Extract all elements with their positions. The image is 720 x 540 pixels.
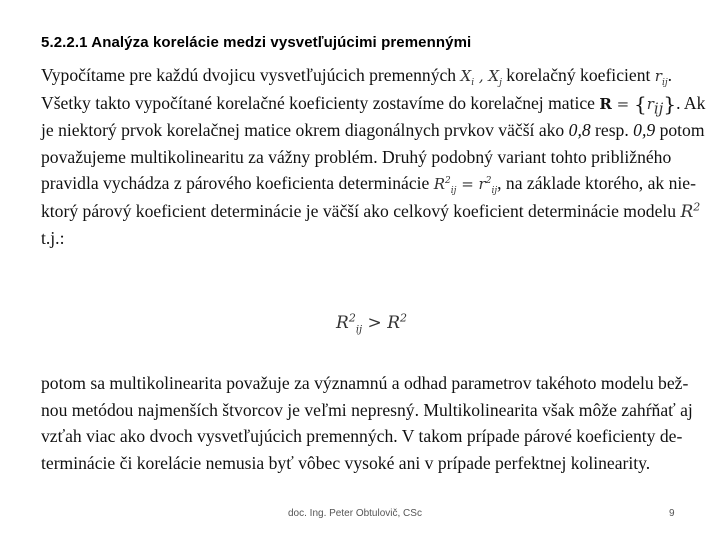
paragraph-intro <box>41 62 706 252</box>
text-line: ktorý párový koeficient determinácie je väčší ako celkový koeficient determinácie modelu $R^2$ <box>41 199 701 222</box>
text-line: potom sa multikolinearita považuje za významnú a odhad parametrov takéhoto modelu bež- <box>41 373 689 393</box>
text-line: vzťah viac ako dvoch vysvetľujúcich premenných. V takom prípade párové koeficienty de- <box>41 426 683 446</box>
text-line: Všetky takto vypočítané korelačné koeficienty zostavíme do korelačnej matice $R = \{r_{ij}\}$. Ak <box>41 91 706 118</box>
math-r-squared: $R^2$ <box>680 199 701 222</box>
inequality-formula: $R^2_{ij} > R^2$ <box>336 311 407 336</box>
math-rij-squared: $R^2_{ij} = r^2_{ij}$ <box>433 175 498 196</box>
footer-author: doc. Ing. Peter Obtulovič, CSc <box>288 508 422 519</box>
threshold-value: 0,9 <box>633 120 656 140</box>
math-xi: $X_i$ , $X_j$ <box>460 67 502 88</box>
threshold-value: 0,8 <box>568 120 591 140</box>
text-line: terminácie či korelácie nemusia byť vôbec vysoké ani v prípade perfektnej kolinearity. <box>41 452 651 473</box>
text-line: Vypočítame pre každú dvojicu vysvetľujúcich premenných $X_i$ , $X_j$ korelačný koeficient $r_{ij}$. <box>41 65 673 88</box>
math-rij: $r_{ij}$ <box>654 67 668 88</box>
paragraph-conclusion <box>41 370 693 476</box>
text-line: nou metódou najmenších štvorcov je veľmi nepresný. Multikolinearita však môže zahŕňať aj <box>41 399 693 420</box>
page-number: 9 <box>669 508 675 519</box>
text-line: považujeme multikolinearitu za vážny problém. Druhý podobný variant tohto približného <box>41 146 672 167</box>
text-line: je niektorý prvok korelačnej matice okrem diagonálnych prvkov väčší ako 0,8 resp. 0,9 potom <box>41 120 705 140</box>
text-line: pravidla vychádza z párového koeficienta determinácie $R^2_{ij} = r^2_{ij}$, na základe ktorého, ak nie- <box>41 173 696 196</box>
slide-title: 5.2.2.1 Analýza korelácie medzi vysvetľujúcimi premennými <box>41 34 472 51</box>
math-matrix-r: $R = \{r_{ij}\}$ <box>599 91 677 118</box>
text-line: t.j.: <box>41 228 65 248</box>
